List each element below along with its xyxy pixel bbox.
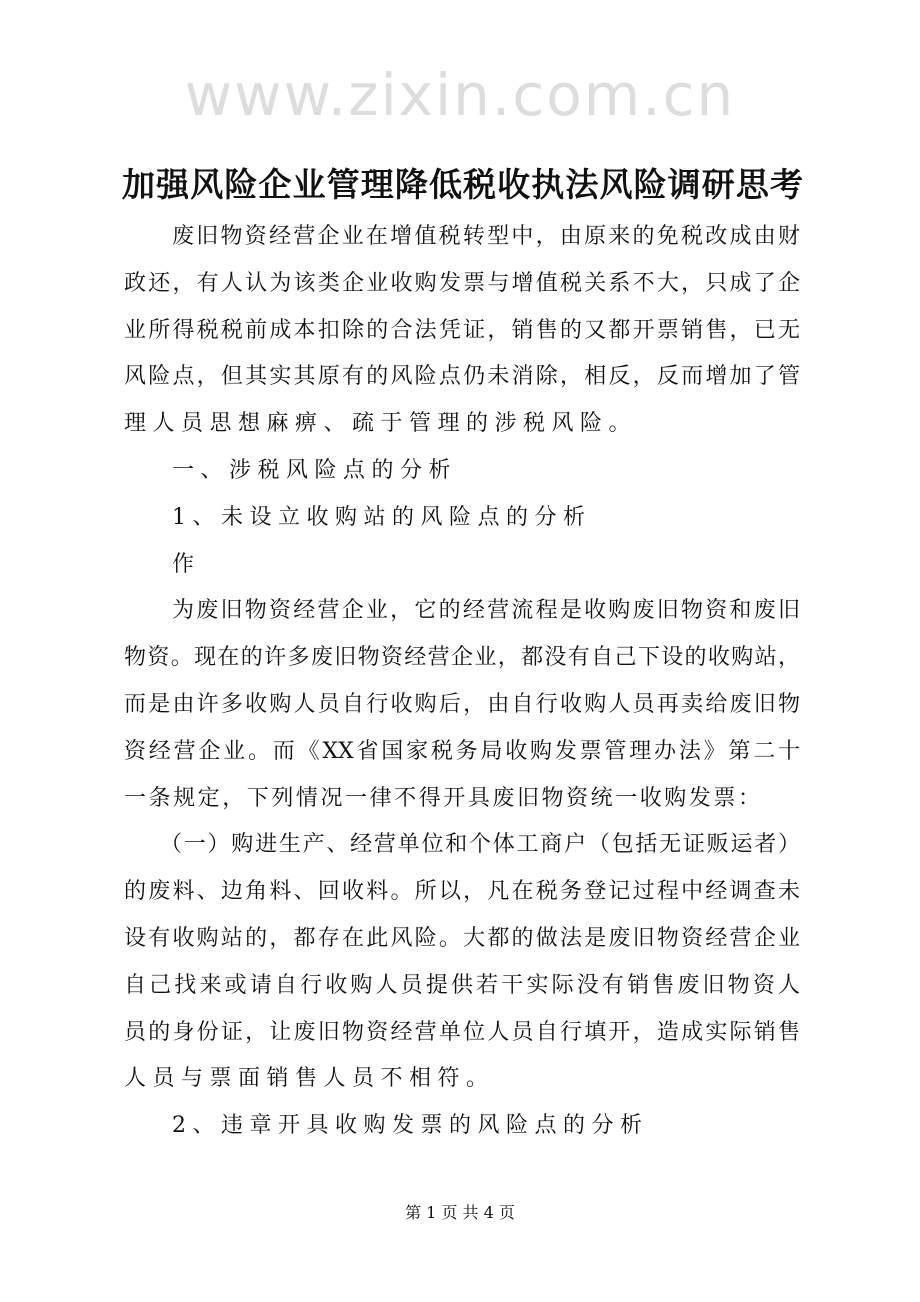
subsection-heading: 1、未设立收购站的风险点的分析 — [172, 504, 592, 530]
section-heading: 一、涉税风险点的分析 — [172, 457, 458, 483]
text-line: 为废旧物资经营企业，它的经营流程是收购废旧物资和废旧 — [172, 598, 800, 624]
text-line: 自己找来或请自行收购人员提供若干实际没有销售废旧物资人 — [124, 972, 800, 998]
text-line: 人员与票面销售人员不相符。 — [124, 1066, 495, 1092]
text-line: 作 — [172, 551, 201, 577]
text-line: 物资。现在的许多废旧物资经营企业，都没有自己下设的收购站， — [124, 645, 800, 671]
document-body — [124, 214, 800, 1150]
text-line: 的废料、边角料、回收料。所以，凡在税务登记过程中经调查未 — [124, 879, 800, 905]
text-line: （一）购进生产、经营单位和个体工商户（包括无证贩运者） — [160, 832, 800, 858]
text-line: 而是由许多收购人员自行收购后，由自行收购人员再卖给废旧物 — [124, 691, 800, 717]
text-line: 理人员思想麻痹、疏于管理的涉税风险。 — [124, 411, 638, 437]
text-line: 设有收购站的，都存在此风险。大都的做法是废旧物资经营企业 — [124, 925, 800, 951]
text-line: 风险点，但其实其原有的风险点仍未消除，相反，反而增加了管 — [124, 364, 800, 390]
text-line: 业所得税税前成本扣除的合法凭证，销售的又都开票销售，已无 — [124, 317, 800, 343]
watermark: www.zixin.com.cn — [184, 61, 736, 129]
text-line: 一条规定，下列情况一律不得开具废旧物资统一收购发票： — [124, 785, 760, 811]
document-title: 加强风险企业管理降低税收执法风险调研思考 — [122, 165, 804, 204]
text-line: 废旧物资经营企业在增值税转型中，由原来的免税改成由财 — [172, 224, 800, 249]
page-footer: 第 1 页 共 4 页 — [405, 1203, 515, 1222]
subsection-heading: 2、违章开具收购发票的风险点的分析 — [172, 1113, 649, 1139]
text-line: 政还，有人认为该类企业收购发票与增值税关系不大，只成了企 — [124, 270, 800, 296]
text-line: 资经营企业。而《XX省国家税务局收购发票管理办法》第二十 — [124, 738, 800, 764]
text-line: 员的身份证，让废旧物资经营单位人员自行填开，造成实际销售 — [124, 1019, 800, 1045]
